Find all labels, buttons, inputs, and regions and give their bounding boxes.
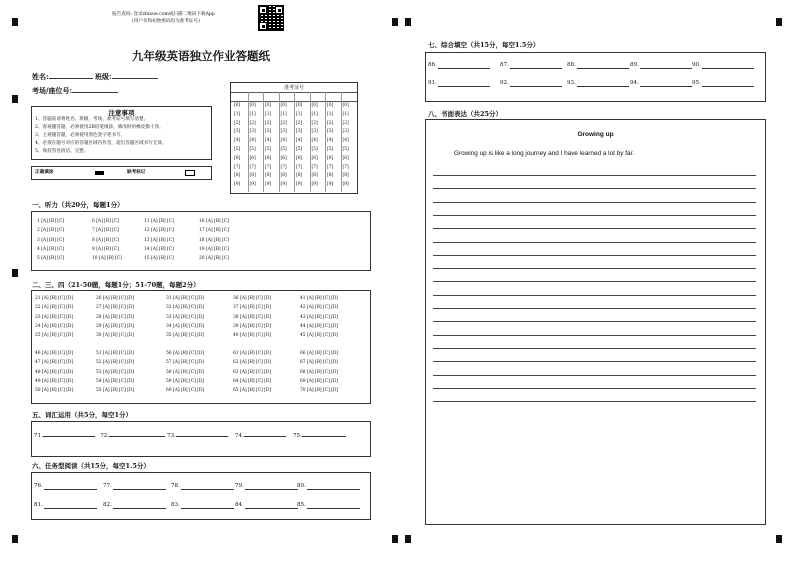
answer-bubble-group[interactable]: 33 [A] [B] [C] [D] [166,314,205,320]
section6-title: 六、任务型阅读（共15分，每空1.5分） [32,462,150,470]
answer-bubble-group[interactable]: 47 [A] [B] [C] [D] [35,360,74,366]
timing-mark [12,269,18,277]
timing-mark [12,95,18,103]
exam-id-digit-bubble[interactable]: [2] [327,120,334,126]
report-notice-sub: (用户名和初始密码均为准考证号) [132,19,200,24]
essay-first-line: Growing up is like a long journey and I have learned a lot by far. [454,150,635,157]
exam-id-digit-bubble[interactable]: [7] [234,164,241,170]
exam-id-digit-bubble[interactable]: [9] [342,182,349,188]
exam-id-digit-bubble[interactable]: [3] [311,129,318,135]
answer-bubble-group[interactable]: 56 [A] [B] [C] [D] [166,351,205,356]
answer-bubble-group[interactable]: 22 [A] [B] [C] [D] [35,305,74,311]
answer-bubble-group[interactable]: 46 [A] [B] [C] [D] [35,351,74,356]
name-field[interactable] [32,72,158,82]
exam-id-digit-bubble[interactable]: [9] [249,182,256,188]
answer-bubble-group[interactable]: 38 [A] [B] [C] [D] [233,314,272,320]
answer-bubble-group[interactable]: 57 [A] [B] [C] [D] [166,360,205,366]
answer-bubble-group[interactable]: 26 [A] [B] [C] [D] [96,296,135,301]
exam-id-digit-bubble[interactable]: [4] [234,138,241,144]
exam-id-digit-bubble[interactable]: [5] [311,147,318,152]
exam-id-digit-bubble[interactable]: [0] [265,103,272,108]
answer-bubble-group[interactable]: 54 [A] [B] [C] [D] [96,378,135,384]
exam-id-digit-bubble[interactable]: [2] [342,120,349,126]
question-number-label: 95. [692,80,701,86]
exam-id-digit-bubble[interactable]: [7] [296,164,303,170]
exam-id-digit-bubble[interactable]: [4] [280,138,287,144]
question-number-label: 77. [103,483,112,489]
exam-id-digit-bubble[interactable]: [9] [327,182,334,188]
exam-id-digit-bubble[interactable]: [5] [280,147,287,152]
essay-writing-line[interactable] [433,375,756,376]
question-number-label: 83. [171,502,180,508]
notes-box [31,106,212,160]
answer-bubble-group[interactable]: 7 [A] [B] [C] [92,228,120,234]
question-number-label: 86. [428,62,437,68]
essay-writing-line[interactable] [433,321,756,322]
question-number-label: 84. [235,502,244,508]
exam-id-digit-bubble[interactable]: [5] [249,147,256,152]
note-item: 2、客观题答题，必须使用2B铅笔填涂，修改时用橡皮擦干净。 [35,125,164,130]
exam-id-digit-bubble[interactable]: [8] [249,173,256,179]
essay-writing-line[interactable] [433,388,756,389]
answer-bubble-group[interactable]: 23 [A] [B] [C] [D] [35,314,74,320]
exam-id-digit-bubble[interactable]: [0] [311,103,318,108]
exam-id-box [230,82,358,194]
exam-id-digit-bubble[interactable]: [3] [342,129,349,135]
exam-id-digit-bubble[interactable]: [1] [342,111,349,117]
exam-id-digit-bubble[interactable]: [4] [342,138,349,144]
essay-writing-line[interactable] [433,175,756,176]
q72-blank[interactable] [109,436,165,437]
exam-id-digit-bubble[interactable]: [1] [265,111,272,117]
answer-bubble-group[interactable]: 11 [A] [B] [C] [144,219,174,224]
essay-title: Growing up [577,131,614,138]
exam-id-title: 准考证号 [283,85,304,91]
answer-bubble-group[interactable]: 13 [A] [B] [C] [144,237,174,243]
answer-bubble-group[interactable]: 18 [A] [B] [C] [199,237,229,243]
q71-blank[interactable] [43,436,95,437]
answer-bubble-group[interactable]: 61 [A] [B] [C] [D] [233,351,272,356]
timing-mark [776,535,782,543]
answer-blank[interactable] [702,68,754,69]
answer-bubble-group[interactable]: 42 [A] [B] [C] [D] [300,305,339,311]
filled-mark-icon [95,171,104,175]
exam-id-digit-bubble[interactable]: [8] [265,173,272,179]
question-number-label: 79. [235,483,244,489]
exam-id-digit-bubble[interactable]: [5] [265,147,272,152]
essay-writing-line[interactable] [433,361,756,362]
answer-bubble-group[interactable]: 51 [A] [B] [C] [D] [96,351,135,356]
seat-field[interactable] [32,86,118,96]
question-number-label: 76. [34,483,43,489]
answer-bubble-group[interactable]: 41 [A] [B] [C] [D] [300,296,339,301]
name-label: 姓名: [32,72,49,81]
answer-bubble-group[interactable]: 45 [A] [B] [C] [D] [300,333,339,339]
fill-example-box [31,166,212,180]
answer-bubble-group[interactable]: 39 [A] [B] [C] [D] [233,323,272,329]
exam-id-digit-bubble[interactable]: [7] [311,164,318,170]
answer-blank[interactable] [702,86,754,87]
exam-id-digit-bubble[interactable]: [4] [265,138,272,144]
answer-bubble-group[interactable]: 67 [A] [B] [C] [D] [300,360,339,366]
answer-bubble-group[interactable]: 53 [A] [B] [C] [D] [96,369,135,375]
question-number-label: 90. [692,62,701,68]
exam-id-digit-bubble[interactable]: [2] [234,120,241,126]
missing-checkbox[interactable] [185,170,195,176]
question-number-label: 82. [103,502,112,508]
exam-id-digit-bubble[interactable]: [2] [280,120,287,126]
q72-label: 72. [100,433,110,439]
timing-mark [12,18,18,26]
essay-writing-line[interactable] [433,188,756,189]
answer-bubble-group[interactable]: 19 [A] [B] [C] [199,246,229,252]
answer-bubble-group[interactable]: 35 [A] [B] [C] [D] [166,333,205,339]
answer-blank[interactable] [307,489,360,490]
answer-bubble-group[interactable]: 30 [A] [B] [C] [D] [96,333,135,339]
question-number-label: 91. [428,80,437,86]
essay-writing-line[interactable] [433,268,756,269]
exam-id-digit-bubble[interactable]: [6] [327,155,334,161]
answer-bubble-group[interactable]: 4 [A] [B] [C] [37,246,65,252]
exam-id-digit-bubble[interactable]: [6] [265,155,272,161]
exam-id-digit-bubble[interactable]: [8] [280,173,287,179]
exam-id-digit-bubble[interactable]: [2] [296,120,303,126]
exam-id-digit-bubble[interactable]: [3] [249,129,256,135]
answer-bubble-group[interactable]: 59 [A] [B] [C] [D] [166,378,205,384]
page-title: 九年级英语独立作业答题纸 [132,49,270,63]
exam-id-digit-bubble[interactable]: [3] [280,129,287,135]
q75-blank[interactable] [302,436,346,437]
answer-blank[interactable] [181,508,234,509]
section7-title: 七、综合填空（共15分，每空1.5分） [428,41,540,49]
answer-blank[interactable] [245,489,298,490]
correct-fill-label: 正确填涂 [35,170,54,175]
answer-bubble-group[interactable]: 44 [A] [B] [C] [D] [300,323,339,329]
answer-bubble-group[interactable]: 12 [A] [B] [C] [144,228,174,234]
answer-blank[interactable] [510,86,562,87]
answer-bubble-group[interactable]: 62 [A] [B] [C] [D] [233,360,272,366]
exam-id-digit-bubble[interactable]: [0] [342,103,349,108]
answer-bubble-group[interactable]: 9 [A] [B] [C] [92,246,120,252]
question-number-label: 88. [567,62,576,68]
answer-bubble-group[interactable]: 1 [A] [B] [C] [37,219,65,224]
section5-box [31,421,371,457]
exam-id-digit-bubble[interactable]: [6] [234,155,241,161]
exam-id-digit-bubble[interactable]: [6] [342,155,349,161]
class-label: 班级: [95,72,112,81]
answer-blank[interactable] [245,508,298,509]
answer-bubble-group[interactable]: 17 [A] [B] [C] [199,228,229,234]
question-number-label: 85. [297,502,306,508]
exam-id-digit-bubble[interactable]: [0] [280,103,287,108]
answer-bubble-group[interactable]: 70 [A] [B] [C] [D] [300,388,339,394]
exam-id-digit-bubble[interactable]: [9] [280,182,287,188]
note-item: 1、答题前请将姓名、班级、考场、准考证号填写清楚。 [35,117,149,122]
essay-writing-line[interactable] [433,242,756,243]
section7-box [425,52,766,102]
answer-bubble-group[interactable]: 32 [A] [B] [C] [D] [166,305,205,311]
answer-bubble-group[interactable]: 40 [A] [B] [C] [D] [233,333,272,339]
exam-id-digit-bubble[interactable]: [0] [296,103,303,108]
exam-id-digit-bubble[interactable]: [2] [311,120,318,126]
exam-id-digit-bubble[interactable]: [8] [311,173,318,179]
q73-label: 73. [166,433,176,439]
question-number-label: 93. [567,80,576,86]
answer-bubble-group[interactable]: 69 [A] [B] [C] [D] [300,378,339,384]
question-number-label: 92. [500,80,509,86]
answer-blank[interactable] [181,489,234,490]
timing-mark [405,535,411,543]
answer-bubble-group[interactable]: 8 [A] [B] [C] [92,237,120,243]
exam-id-digit-bubble[interactable]: [2] [265,120,272,126]
answer-bubble-group[interactable]: 5 [A] [B] [C] [37,256,65,262]
essay-writing-line[interactable] [433,228,756,229]
answer-bubble-group[interactable]: 66 [A] [B] [C] [D] [300,351,339,356]
exam-id-digit-bubble[interactable]: [8] [342,173,349,179]
answer-bubble-group[interactable]: 31 [A] [B] [C] [D] [166,296,205,301]
exam-id-digit-bubble[interactable]: [7] [327,164,334,170]
answer-blank[interactable] [640,68,692,69]
answer-bubble-group[interactable]: 68 [A] [B] [C] [D] [300,369,339,375]
section2-box [31,290,371,404]
exam-id-digit-bubble[interactable]: [5] [342,147,349,152]
answer-bubble-group[interactable]: 52 [A] [B] [C] [D] [96,360,135,366]
answer-blank[interactable] [640,86,692,87]
exam-id-digit-bubble[interactable]: [1] [311,111,318,117]
note-item: 5、保持答卷清洁、完整。 [35,149,89,154]
q73-blank[interactable] [176,436,228,437]
question-number-label: 78. [171,483,180,489]
essay-writing-line[interactable] [433,335,756,336]
question-number-label: 81. [34,502,43,508]
answer-bubble-group[interactable]: 3 [A] [B] [C] [37,237,65,243]
answer-bubble-group[interactable]: 2 [A] [B] [C] [37,228,65,234]
answer-blank[interactable] [438,68,490,69]
q74-label: 74. [234,433,244,439]
section2-title: 二、三、四（21-50题，每题1分；51-70题，每题2分） [32,281,200,289]
notes-title: 注意事项 [108,109,135,117]
question-number-label: 87. [500,62,509,68]
exam-id-digit-bubble[interactable]: [1] [280,111,287,117]
answer-bubble-group[interactable]: 64 [A] [B] [C] [D] [233,378,272,384]
exam-id-digit-bubble[interactable]: [6] [296,155,303,161]
exam-id-digit-bubble[interactable]: [2] [249,120,256,126]
exam-id-digit-bubble[interactable]: [7] [265,164,272,170]
essay-writing-line[interactable] [433,202,756,203]
q75-label: 75. [293,433,302,439]
exam-id-digit-bubble[interactable]: [6] [280,155,287,161]
answer-bubble-group[interactable]: 49 [A] [B] [C] [D] [35,378,74,384]
answer-bubble-group[interactable]: 36 [A] [B] [C] [D] [233,296,272,301]
question-number-label: 89. [630,62,639,68]
answer-bubble-group[interactable]: 24 [A] [B] [C] [D] [35,323,74,329]
exam-id-digit-bubble[interactable]: [9] [234,182,241,188]
question-number-label: 94. [630,80,639,86]
answer-bubble-group[interactable]: 15 [A] [B] [C] [144,256,174,262]
answer-blank[interactable] [44,489,97,490]
answer-bubble-group[interactable]: 29 [A] [B] [C] [D] [96,323,135,329]
section6-box [31,472,371,520]
qr-code-icon [258,5,284,31]
answer-blank[interactable] [510,68,562,69]
answer-bubble-group[interactable]: 14 [A] [B] [C] [144,246,174,252]
essay-writing-line[interactable] [433,295,756,296]
exam-id-digit-bubble[interactable]: [1] [249,111,256,117]
answer-bubble-group[interactable]: 6 [A] [B] [C] [92,219,120,224]
answer-bubble-group[interactable]: 25 [A] [B] [C] [D] [35,333,74,339]
exam-id-digit-bubble[interactable]: [7] [249,164,256,170]
exam-id-digit-bubble[interactable]: [7] [280,164,287,170]
answer-bubble-group[interactable]: 34 [A] [B] [C] [D] [166,323,205,329]
timing-mark [12,535,18,543]
exam-id-digit-bubble[interactable]: [8] [234,173,241,179]
section1-title: 一、听力（共20分，每题1分） [32,201,124,209]
answer-blank[interactable] [44,508,97,509]
essay-writing-line[interactable] [433,308,756,309]
answer-bubble-group[interactable]: 37 [A] [B] [C] [D] [233,305,272,311]
answer-bubble-group[interactable]: 48 [A] [B] [C] [D] [35,369,74,375]
answer-bubble-group[interactable]: 63 [A] [B] [C] [D] [233,369,272,375]
exam-id-digit-bubble[interactable]: [4] [296,138,303,144]
exam-id-digit-bubble[interactable]: [4] [249,138,256,144]
answer-bubble-group[interactable]: 20 [A] [B] [C] [199,256,229,262]
exam-id-digit-bubble[interactable]: [6] [249,155,256,161]
exam-id-digit-bubble[interactable]: [9] [311,182,318,188]
note-item: 3、主观题答题，必须使用黑色签字笔书写。 [35,133,126,138]
essay-writing-line[interactable] [433,401,756,402]
exam-id-digit-bubble[interactable]: [0] [249,103,256,108]
exam-id-digit-bubble[interactable]: [4] [327,138,334,144]
q71-label: 71. [34,433,43,439]
answer-bubble-group[interactable]: 60 [A] [B] [C] [D] [166,388,205,394]
answer-blank[interactable] [577,86,629,87]
timing-mark [392,18,398,26]
exam-id-digit-bubble[interactable]: [3] [296,129,303,135]
answer-bubble-group[interactable]: 27 [A] [B] [C] [D] [96,305,135,311]
exam-id-digit-bubble[interactable]: [0] [327,103,334,108]
missing-label: 缺考标记 [127,170,146,175]
answer-blank[interactable] [307,508,360,509]
essay-writing-line[interactable] [433,348,756,349]
seat-label: 考场/座位号: [32,86,73,95]
answer-bubble-group[interactable]: 58 [A] [B] [C] [D] [166,369,205,375]
answer-blank[interactable] [113,508,166,509]
answer-bubble-group[interactable]: 55 [A] [B] [C] [D] [96,388,135,394]
answer-blank[interactable] [577,68,629,69]
answer-bubble-group[interactable]: 28 [A] [B] [C] [D] [96,314,135,320]
exam-id-digit-bubble[interactable]: [3] [327,129,334,135]
answer-bubble-group[interactable]: 65 [A] [B] [C] [D] [233,388,272,394]
exam-id-digit-bubble[interactable]: [8] [327,173,334,179]
exam-id-digit-bubble[interactable]: [5] [296,147,303,152]
exam-id-digit-bubble[interactable]: [8] [296,173,303,179]
exam-id-digit-bubble[interactable]: [1] [296,111,303,117]
answer-bubble-group[interactable]: 16 [A] [B] [C] [199,219,229,224]
answer-bubble-group[interactable]: 43 [A] [B] [C] [D] [300,314,339,320]
exam-id-digit-bubble[interactable]: [5] [327,147,334,152]
exam-id-digit-bubble[interactable]: [3] [234,129,241,135]
answer-blank[interactable] [438,86,490,87]
exam-id-digit-bubble[interactable]: [9] [296,182,303,188]
essay-writing-line[interactable] [433,281,756,282]
exam-id-digit-bubble[interactable]: [0] [234,103,241,108]
question-number-label: 80. [297,483,306,489]
answer-bubble-group[interactable]: 50 [A] [B] [C] [D] [35,388,74,394]
exam-id-digit-bubble[interactable]: [9] [265,182,272,188]
essay-writing-line[interactable] [433,215,756,216]
exam-id-digit-bubble[interactable]: [3] [265,129,272,135]
q74-blank[interactable] [244,436,286,437]
essay-writing-line[interactable] [433,255,756,256]
answer-bubble-group[interactable]: 10 [A] [B] [C] [92,256,122,262]
exam-id-digit-bubble[interactable]: [5] [234,147,241,152]
section5-title: 五、词汇运用（共5分，每空1分） [32,411,133,419]
timing-mark [405,18,411,26]
answer-blank[interactable] [113,489,166,490]
exam-id-digit-bubble[interactable]: [1] [327,111,334,117]
answer-bubble-group[interactable]: 21 [A] [B] [C] [D] [35,296,74,301]
timing-mark [392,535,398,543]
note-item: 4、必须在题号对应的答题区域内作答，超出答题区域书写无效。 [35,141,167,146]
report-notice: 报告查询: 登录zhixue.com或扫描二维码下载App [112,12,215,17]
exam-id-digit-bubble[interactable]: [6] [311,155,318,161]
section1-box [31,211,371,271]
timing-mark [776,18,782,26]
section8-title: 八、书面表达（共25分） [428,110,503,118]
exam-id-digit-bubble[interactable]: [7] [342,164,349,170]
exam-id-digit-bubble[interactable]: [1] [234,111,241,117]
exam-id-digit-bubble[interactable]: [4] [311,138,318,144]
